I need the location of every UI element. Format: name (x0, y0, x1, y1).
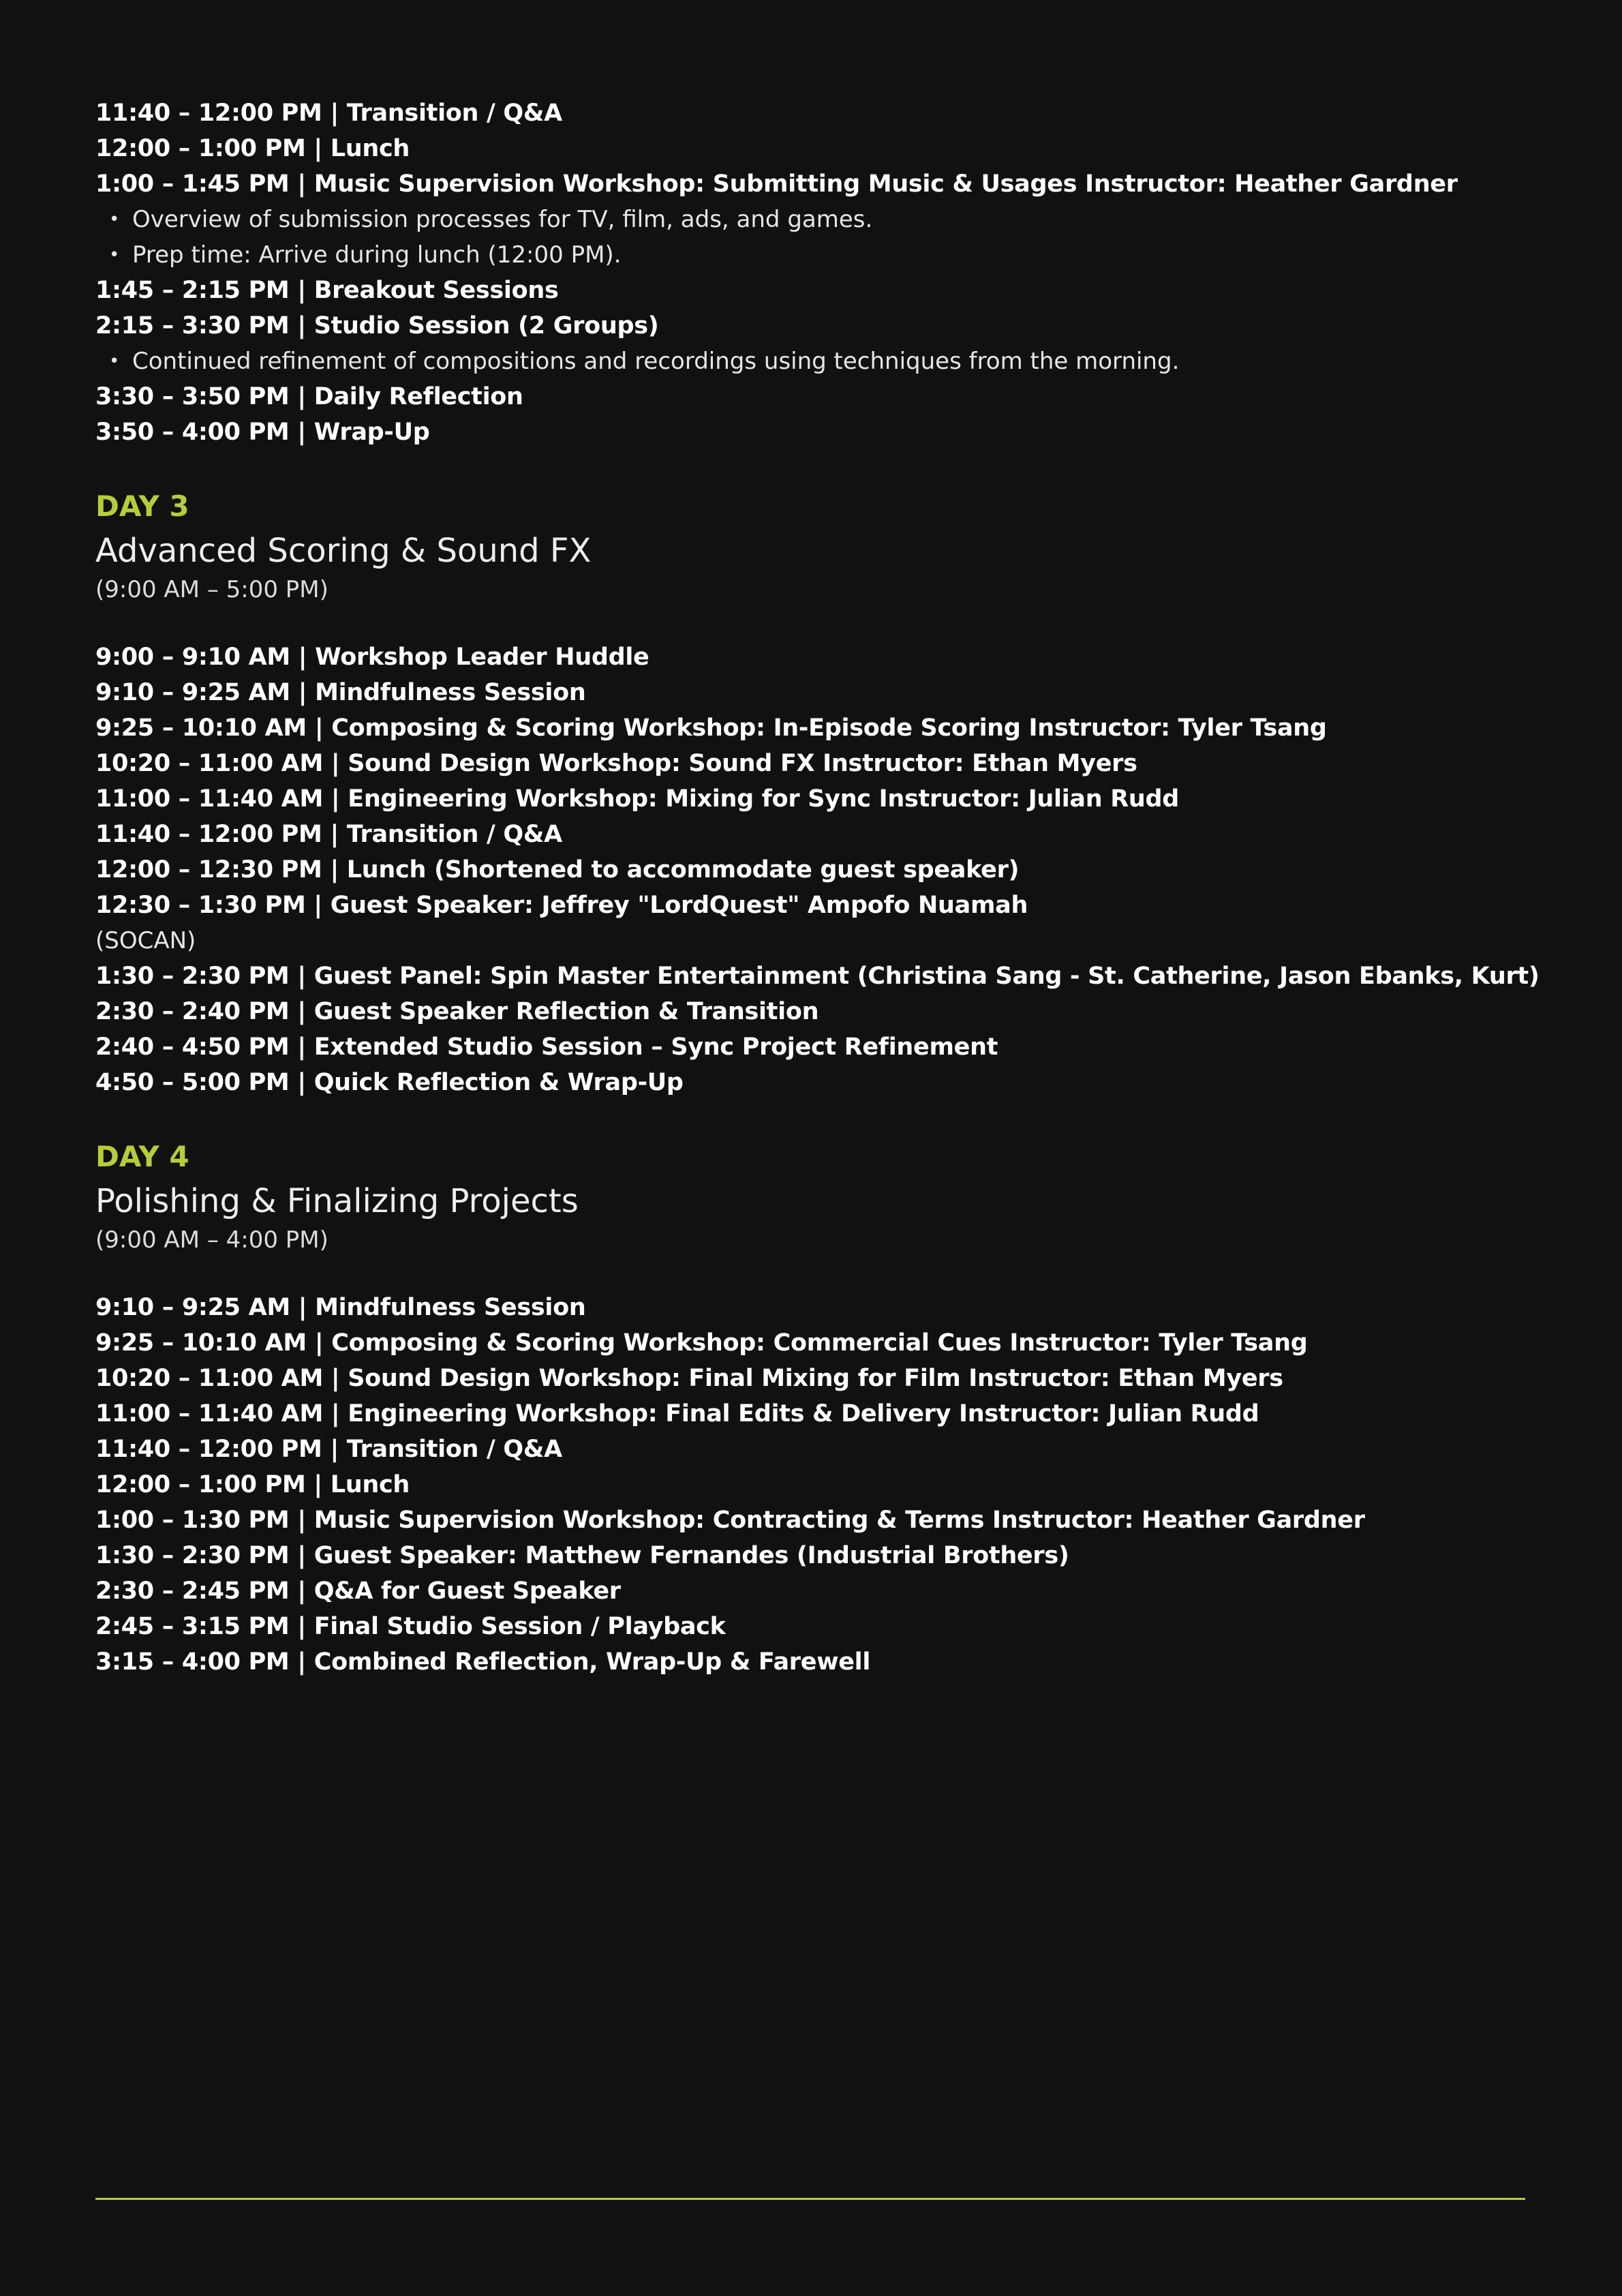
schedule-item: 1:45 – 2:15 PM | Breakout Sessions (95, 277, 559, 304)
schedule-item: 9:00 – 9:10 AM | Workshop Leader Huddle (95, 644, 649, 671)
bullet-icon: • (109, 245, 120, 265)
schedule-item: 3:50 – 4:00 PM | Wrap-Up (95, 419, 430, 446)
schedule-bullet (95, 237, 1527, 273)
schedule-item: 10:20 – 11:00 AM | Sound Design Workshop: Final Mixing for Film Instructor: Ethan Myers (95, 1365, 1283, 1392)
schedule-item: 12:00 – 12:30 PM | Lunch (Shortened to accommodate guest speaker) (95, 856, 1020, 883)
bullet-icon: • (109, 351, 120, 372)
day-time-range: (9:00 AM – 5:00 PM) (95, 576, 328, 603)
schedule-item: 12:00 – 1:00 PM | Lunch (95, 135, 410, 162)
bullet-text: Continued refinement of compositions and recordings using techniques from the morning. (132, 348, 1180, 375)
schedule-item: 1:00 – 1:45 PM | Music Supervision Workshop: Submitting Music & Usages Instructor: Heather Gardner (95, 170, 1458, 198)
schedule-item: 9:25 – 10:10 AM | Composing & Scoring Workshop: In-Episode Scoring Instructor: Tyler Tsang (95, 714, 1327, 742)
day-title: Advanced Scoring & Sound FX (95, 532, 592, 570)
schedule-item: 3:15 – 4:00 PM | Combined Reflection, Wrap-Up & Farewell (95, 1648, 871, 1676)
schedule-item: 2:30 – 2:40 PM | Guest Speaker Reflection & Transition (95, 998, 819, 1025)
schedule-item: 3:30 – 3:50 PM | Daily Reflection (95, 383, 523, 410)
schedule-item: 10:20 – 11:00 AM | Sound Design Workshop: Sound FX Instructor: Ethan Myers (95, 750, 1137, 777)
day-heading: DAY 4 (95, 1140, 189, 1173)
schedule-item: 1:30 – 2:30 PM | Guest Speaker: Matthew Fernandes (Industrial Brothers) (95, 1542, 1069, 1569)
schedule-item: 11:40 – 12:00 PM | Transition / Q&A (95, 821, 562, 848)
day-heading: DAY 3 (95, 489, 189, 523)
schedule-item: 9:10 – 9:25 AM | Mindfulness Session (95, 679, 586, 706)
bullet-icon: • (109, 209, 120, 230)
schedule-item: 11:00 – 11:40 AM | Engineering Workshop: Final Edits & Delivery Instructor: Julian Rudd (95, 1400, 1259, 1428)
bullet-text: Prep time: Arrive during lunch (12:00 PM). (132, 241, 622, 269)
day3-section (95, 485, 1540, 1100)
schedule-item: 12:30 – 1:30 PM | Guest Speaker: Jeffrey "LordQuest" Ampofo Nuamah (95, 892, 1028, 919)
schedule-item: 2:45 – 3:15 PM | Final Studio Session / Playback (95, 1613, 726, 1640)
schedule-item: 11:40 – 12:00 PM | Transition / Q&A (95, 1436, 562, 1463)
footer-divider (95, 2198, 1525, 2200)
schedule-page (95, 95, 1540, 1680)
bullet-text: Overview of submission processes for TV, film, ads, and games. (132, 206, 873, 233)
day-time-range: (9:00 AM – 4:00 PM) (95, 1226, 328, 1254)
schedule-item: 2:15 – 3:30 PM | Studio Session (2 Groups) (95, 312, 659, 339)
day4-section (95, 1136, 1527, 1680)
schedule-item: 11:00 – 11:40 AM | Engineering Workshop: Mixing for Sync Instructor: Julian Rudd (95, 785, 1180, 813)
schedule-item: 11:40 – 12:00 PM | Transition / Q&A (95, 100, 562, 127)
schedule-bullet (95, 344, 1527, 379)
schedule-item: 1:00 – 1:30 PM | Music Supervision Workshop: Contracting & Terms Instructor: Heather Gardner (95, 1507, 1365, 1534)
schedule-item: 4:50 – 5:00 PM | Quick Reflection & Wrap-Up (95, 1069, 684, 1096)
schedule-item: 2:40 – 4:50 PM | Extended Studio Session – Sync Project Refinement (95, 1033, 998, 1061)
schedule-item: 2:30 – 2:45 PM | Q&A for Guest Speaker (95, 1577, 621, 1605)
day2-continued-section (95, 95, 1527, 450)
day-title: Polishing & Finalizing Projects (95, 1182, 579, 1220)
schedule-item-note: (SOCAN) (95, 927, 196, 954)
schedule-item: 9:10 – 9:25 AM | Mindfulness Session (95, 1294, 586, 1321)
schedule-item: 1:30 – 2:30 PM | Guest Panel: Spin Master Entertainment (Christina Sang - St. Catherine, Jason Ebanks, Kurt) (95, 963, 1540, 990)
schedule-item: 12:00 – 1:00 PM | Lunch (95, 1471, 410, 1498)
schedule-bullet (95, 202, 1527, 237)
schedule-item: 9:25 – 10:10 AM | Composing & Scoring Workshop: Commercial Cues Instructor: Tyler Tsang (95, 1329, 1308, 1357)
